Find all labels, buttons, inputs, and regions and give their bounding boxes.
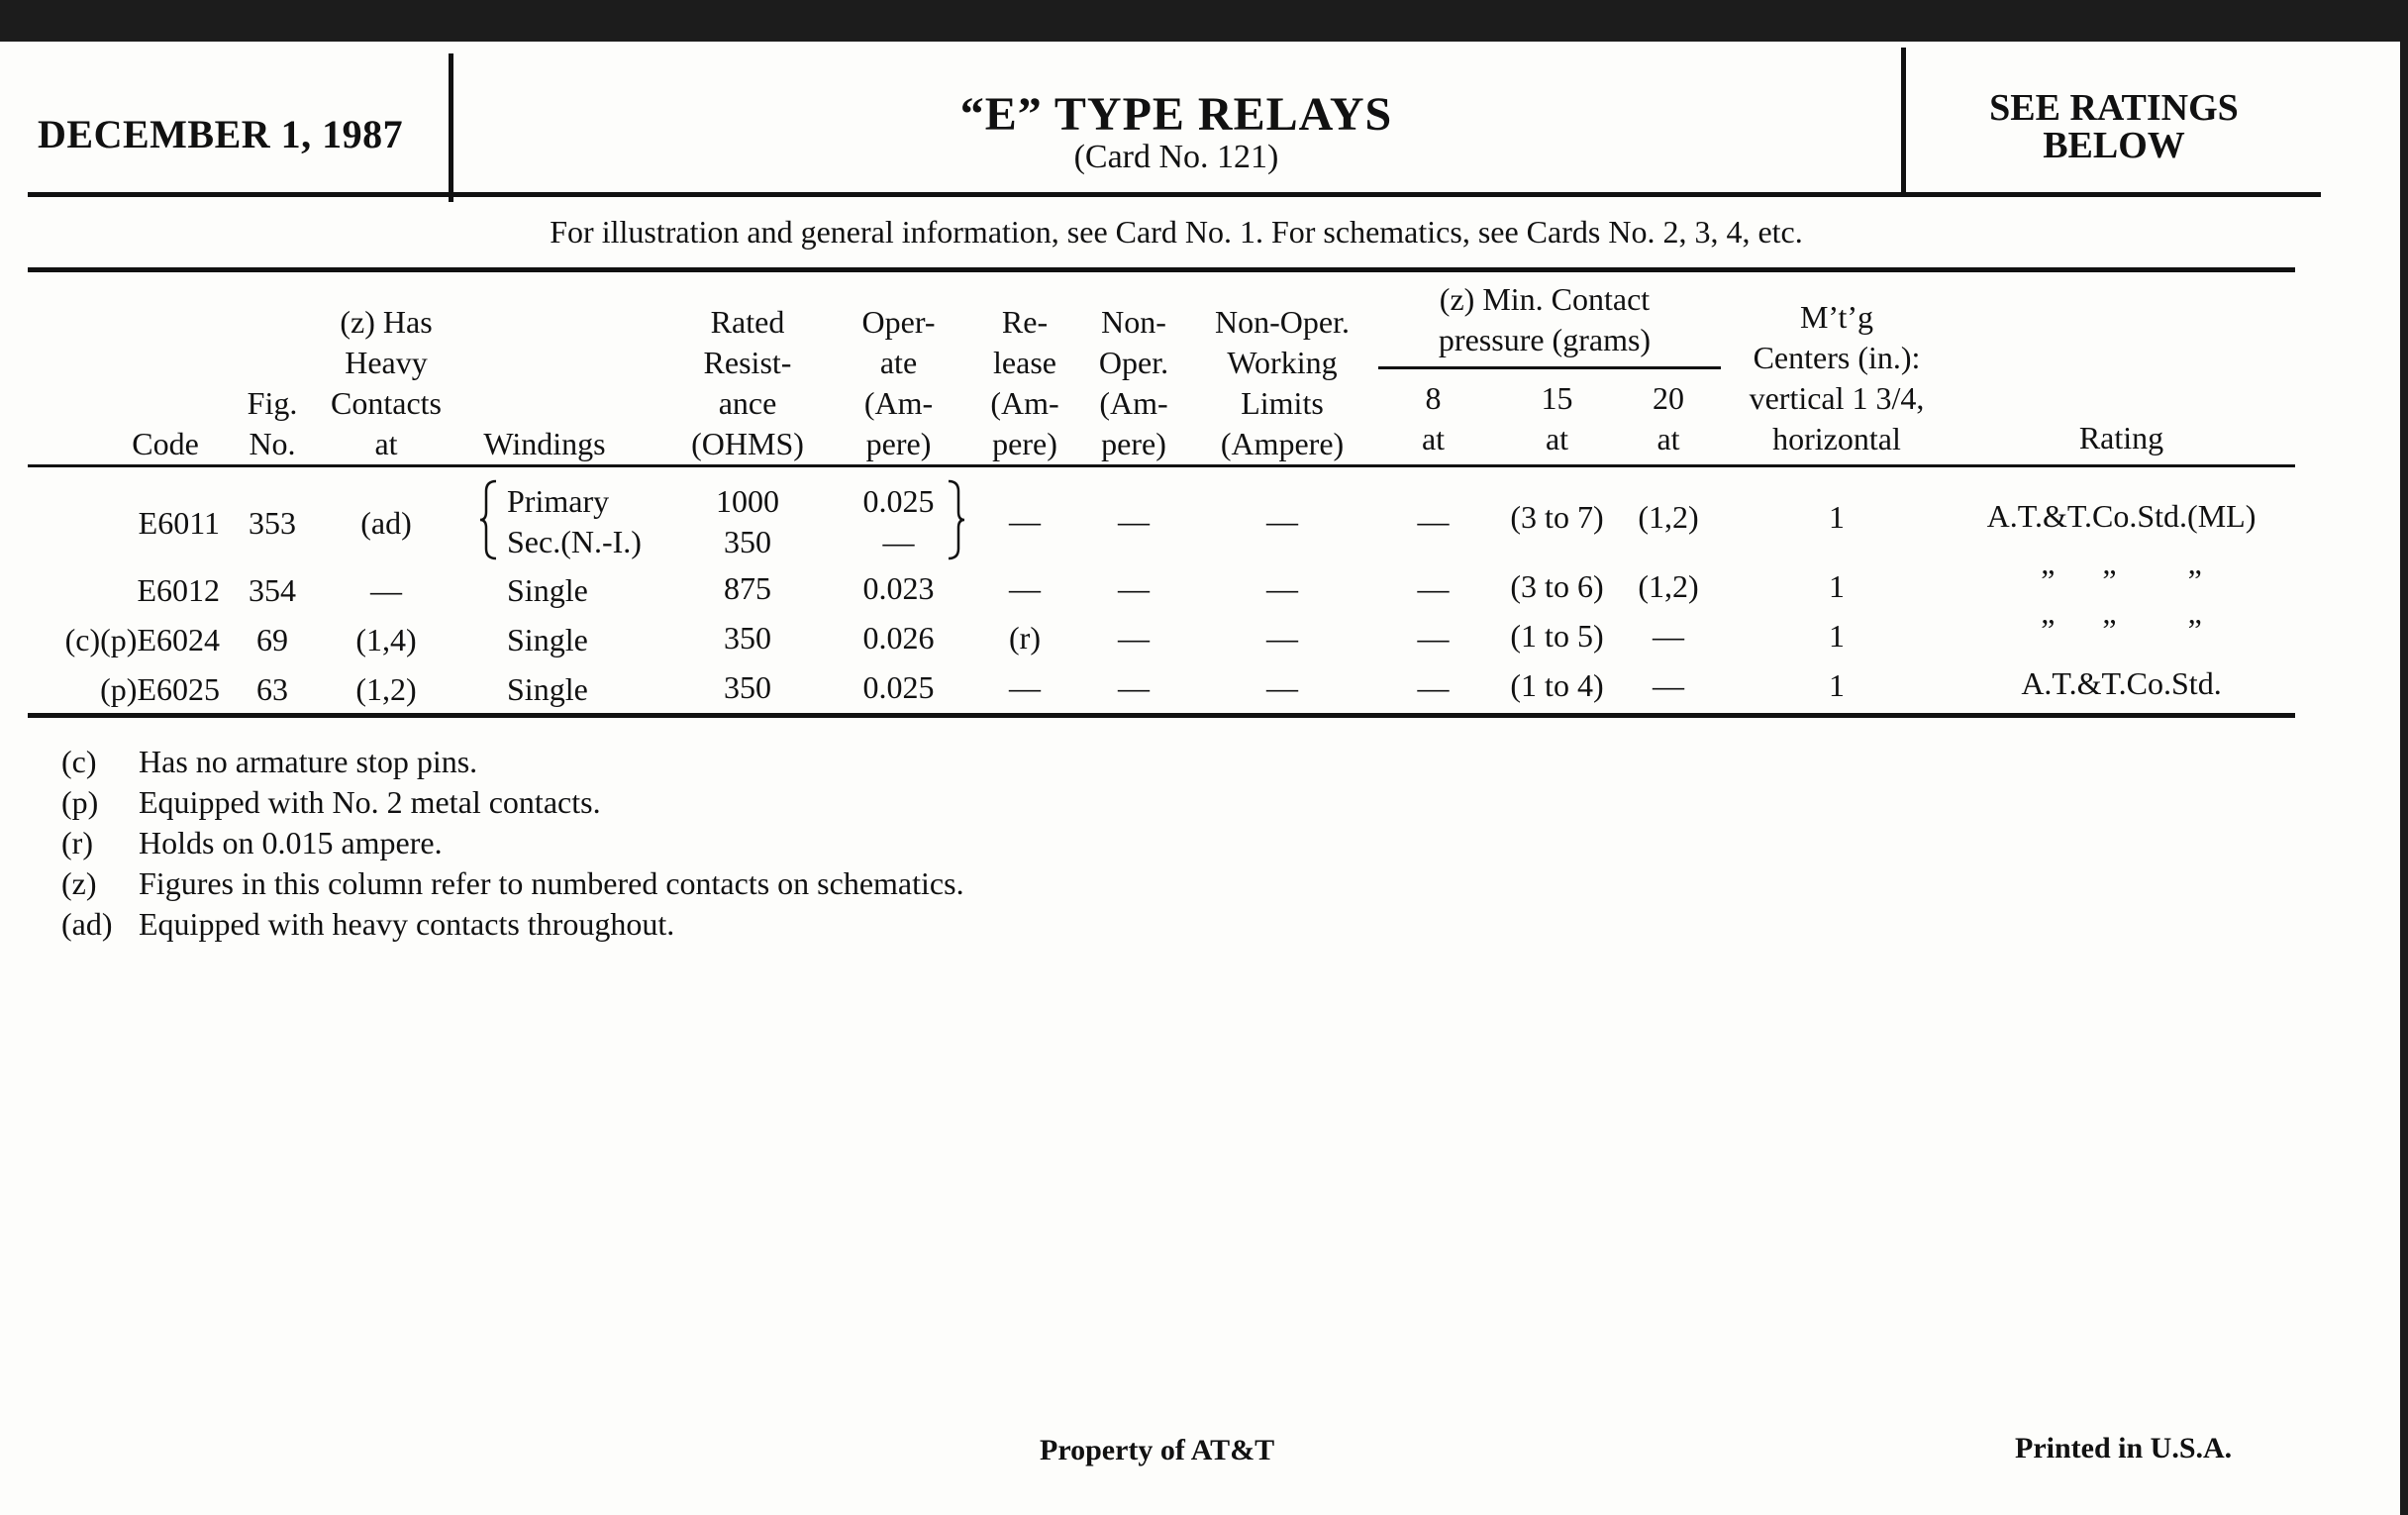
row-pressure-15: (3 to 6)	[1510, 568, 1604, 604]
row-operate: 0.023	[862, 570, 935, 606]
header-fig: Fig. No.	[247, 385, 298, 461]
row-winding-secondary: Sec.(N.-I.)	[507, 524, 642, 559]
row-windings: Single	[507, 671, 588, 707]
row-heavy: (1,2)	[355, 671, 417, 707]
header-working-limits: Non-Oper. Working Limits (Ampere)	[1215, 304, 1350, 461]
header-code: Code	[132, 426, 199, 461]
header-operate: Oper- ate (Am- pere)	[861, 304, 936, 461]
card-title: “E” TYPE RELAYS	[959, 88, 1393, 141]
header-pressure-20: 20 at	[1653, 380, 1684, 456]
pressure-group-rule	[1378, 366, 1721, 369]
header-pressure-8: 8 at	[1421, 380, 1446, 456]
header-windings: Windings	[483, 426, 606, 461]
row-release: (r)	[1009, 620, 1041, 656]
header-mounting-centers: M’t’g Centers (in.): vertical 1 3/4, horizontal	[1749, 299, 1925, 456]
operate-right-brace-icon	[945, 479, 966, 560]
row-fig: 63	[256, 671, 288, 707]
row-rating-ditto: ” ” ”	[2041, 612, 2202, 648]
row-resistance: 875	[724, 570, 771, 606]
info-rule	[28, 267, 2295, 272]
header-pressure-15: 15 at	[1541, 380, 1573, 456]
row-windings: Single	[507, 572, 588, 608]
row-non-oper: —	[1118, 620, 1150, 656]
table-bottom-rule	[28, 713, 2295, 718]
header-heavy-contacts: (z) Has Heavy Contacts at	[331, 304, 442, 461]
footnote-c: (c) Has no armature stop pins.	[61, 744, 478, 779]
see-ratings-label: SEE RATINGS BELOW	[1989, 87, 2239, 166]
row-pressure-15: (3 to 7)	[1510, 499, 1604, 535]
row-winding-primary: Primary	[507, 483, 610, 519]
header-non-oper: Non- Oper. (Am- pere)	[1098, 304, 1169, 461]
row-pressure-8: —	[1417, 570, 1450, 606]
row-fig: 69	[256, 622, 288, 657]
row-resistance-secondary: 350	[724, 524, 771, 559]
row-pressure-20: —	[1653, 667, 1684, 703]
row-release: —	[1009, 503, 1041, 539]
header-resistance: Rated Resist- ance (OHMS)	[691, 304, 804, 461]
row-pressure-20: (1,2)	[1638, 568, 1699, 604]
row-resistance: 350	[724, 669, 771, 705]
row-rating-ditto: ” ” ”	[2041, 562, 2202, 598]
row-working-limits: —	[1266, 570, 1298, 606]
row-code: (c)(p)E6024	[64, 622, 220, 657]
row-working-limits: —	[1266, 669, 1298, 705]
row-operate: 0.025	[862, 669, 935, 705]
row-release: —	[1009, 570, 1041, 606]
row-pressure-15: (1 to 4)	[1510, 667, 1604, 703]
row-fig: 353	[249, 505, 296, 541]
footnote-ad: (ad) Equipped with heavy contacts throughout.	[61, 906, 675, 942]
row-non-oper: —	[1118, 570, 1150, 606]
row-mounting: 1	[1829, 499, 1845, 535]
card-date: DECEMBER 1, 1987	[38, 112, 404, 156]
row-pressure-20: (1,2)	[1638, 499, 1699, 535]
property-label: Property of AT&T	[1040, 1434, 1275, 1466]
row-code: (p)E6025	[100, 671, 220, 707]
row-working-limits: —	[1266, 503, 1298, 539]
row-non-oper: —	[1118, 503, 1150, 539]
row-working-limits: —	[1266, 620, 1298, 656]
row-mounting: 1	[1829, 618, 1845, 654]
row-heavy: —	[370, 572, 402, 608]
header-release: Re- lease (Am- pere)	[990, 304, 1059, 461]
printed-label: Printed in U.S.A.	[2015, 1432, 2233, 1464]
row-fig: 354	[249, 572, 296, 608]
row-pressure-8: —	[1417, 620, 1450, 656]
table-header-rule	[28, 464, 2295, 467]
row-resistance: 350	[724, 620, 771, 656]
row-operate-secondary: —	[882, 524, 915, 559]
row-mounting: 1	[1829, 667, 1845, 703]
row-code: E6011	[138, 505, 220, 541]
card-subtitle: (Card No. 121)	[1073, 139, 1279, 175]
header-rule	[28, 192, 2321, 197]
header-rating: Rating	[2078, 420, 2164, 455]
scan-right-border	[2400, 0, 2408, 1515]
row-resistance-primary: 1000	[716, 483, 779, 519]
row-operate-primary: 0.025	[862, 483, 935, 519]
row-code: E6012	[137, 572, 220, 608]
windings-left-brace-icon	[478, 479, 500, 560]
row-pressure-8: —	[1417, 669, 1450, 705]
row-mounting: 1	[1829, 568, 1845, 604]
row-release: —	[1009, 669, 1041, 705]
row-rating: A.T.&T.Co.Std.	[2021, 665, 2222, 701]
row-rating: A.T.&T.Co.Std.(ML)	[1986, 498, 2257, 534]
row-heavy: (ad)	[360, 505, 412, 541]
row-operate: 0.026	[862, 620, 935, 656]
row-windings: Single	[507, 622, 588, 657]
footnote-p: (p) Equipped with No. 2 metal contacts.	[61, 784, 601, 820]
row-heavy: (1,4)	[355, 622, 417, 657]
row-pressure-8: —	[1417, 503, 1450, 539]
footnote-z: (z) Figures in this column refer to numbered contacts on schematics.	[61, 865, 964, 901]
info-line: For illustration and general information, see Card No. 1. For schematics, see Cards No. 2, 3, 4, etc.	[550, 214, 1803, 250]
row-non-oper: —	[1118, 669, 1150, 705]
header-pressure-group: (z) Min. Contact pressure (grams)	[1438, 281, 1652, 357]
scan-top-border	[0, 0, 2408, 42]
row-pressure-20: —	[1653, 618, 1684, 654]
row-pressure-15: (1 to 5)	[1510, 618, 1604, 654]
footnote-r: (r) Holds on 0.015 ampere.	[61, 825, 443, 860]
